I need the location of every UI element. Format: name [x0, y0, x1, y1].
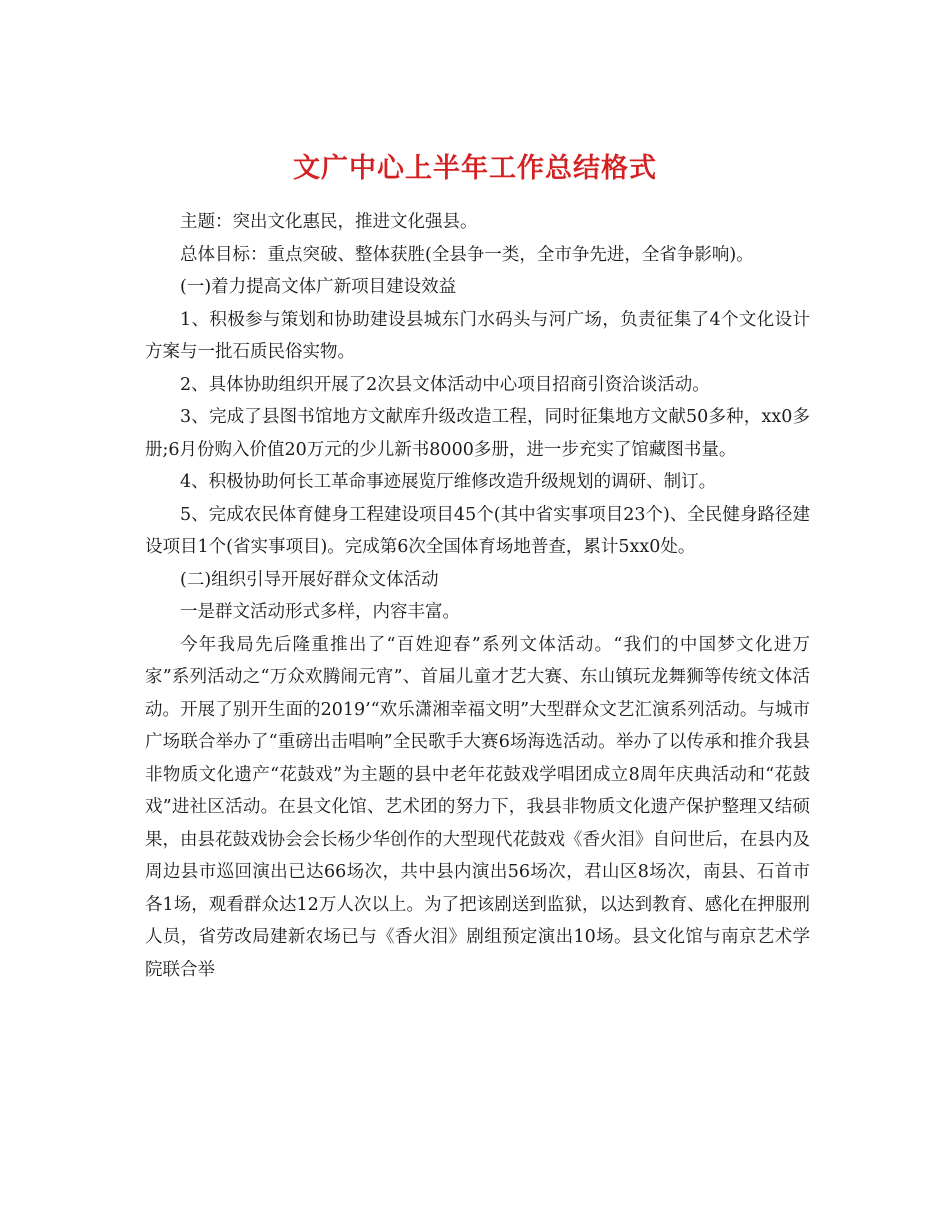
paragraph-item-4: 4、积极协助何长工革命事迹展览厅维修改造升级规划的调研、制订。 — [180, 472, 717, 492]
paragraph-activities: 今年我局先后隆重推出了“百姓迎春”系列文体活动。“我们的中国梦文化进万家”系列活动之“万众欢腾闹元宵”、首届儿童才艺大赛、东山镇玩龙舞狮等传统文体活动。开展了别开生面的2019’“欢乐潇湘幸福文明”大型群众文艺汇演系列活动。与城市广场联合举办了“重磅出击唱响”全民歌手大赛6场海选活动。举办了以传承和推介我县非物质文化遗产“花鼓戏”为主题的县中老年花鼓戏学唱团成立8周年庆典活动和“花鼓戏”进社区活动。在县文化馆、艺术团的努力下，我县非物质文化遗产保护整理又结硕果，由县花鼓戏协会会长杨少华创作的大型现代花鼓戏《香火泪》自问世后，在县内及周边县市巡回演出已达66场次，共中县内演出56场次，君山区8场次，南县、石首市各1场，观看群众达12万人次以上。为了把该剧送到监狱，以达到教育、感化在押服刑人员，省劳改局建新农场已与《香火泪》剧组预定演出10场。县文化馆与南京艺术学院联合举 — [145, 634, 810, 980]
paragraph-item-5: 5、完成农民体育健身工程建设项目45个(其中省实事项目23个)、全民健身路径建设项目1个(省实事项目)。完成第6次全国体育场地普查，累计5xx0处。 — [145, 504, 810, 557]
document-title: 文广中心上半年工作总结格式 — [293, 153, 657, 185]
paragraph-item-3: 3、完成了县图书馆地方文献库升级改造工程，同时征集地方文献50多种，xx0多册;6月份购入价值20万元的少儿新书8000多册，进一步充实了馆藏图书量。 — [145, 407, 810, 460]
section-heading-1: (一)着力提高文体广新项目建设效益 — [180, 277, 457, 297]
section-heading-2: (二)组织引导开展好群众文体活动 — [180, 569, 439, 590]
paragraph-item-2: 2、具体协助组织开展了2次县文体活动中心项目招商引资洽谈活动。 — [180, 374, 710, 395]
paragraph-theme: 主题：突出文化惠民，推进文化强县。 — [180, 212, 478, 232]
paragraph-item-1: 1、积极参与策划和协助建设县城东门水码头与河广场，负责征集了4个文化设计方案与一批石质民俗实物。 — [145, 309, 810, 362]
document-body — [145, 206, 810, 986]
paragraph-overall-goal: 总体目标：重点突破、整体获胜(全县争一类，全市争先进，全省争影响)。 — [180, 244, 754, 265]
paragraph-point-1: 一是群文活动形式多样，内容丰富。 — [180, 602, 460, 622]
